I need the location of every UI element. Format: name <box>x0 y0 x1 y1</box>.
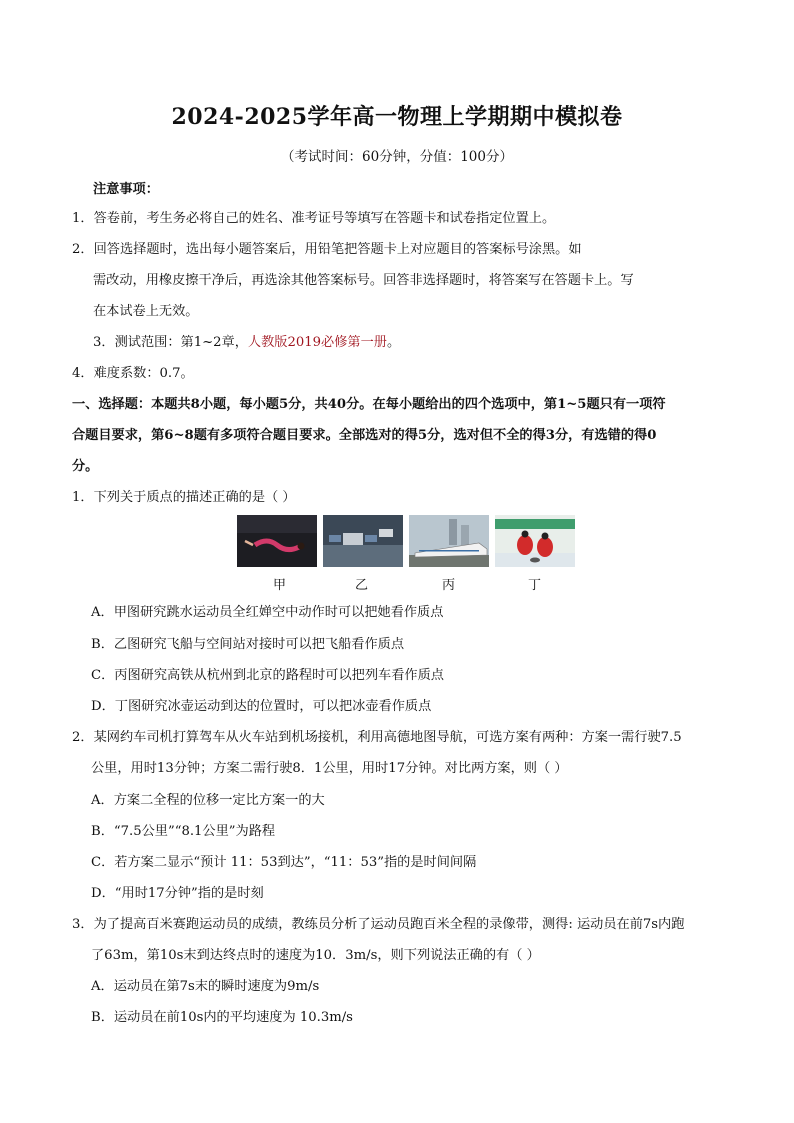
question-3-option-b: B．运动员在前10s内的平均速度为 10.3m/s <box>91 1010 353 1025</box>
figure-caption-bing: 丙 <box>442 578 456 593</box>
figure-curling <box>495 515 575 567</box>
section-1-intro-line-2: 合题目要求，第6~8题有多项符合题目要求。全部选对的得5分，选对但不全的得3分，有选错的得0 <box>72 428 657 443</box>
section-1-intro-line-1: 一、选择题：本题共8小题，每小题5分，共40分。在每小题给出的四个选项中，第1~5题只有一项符 <box>72 397 666 412</box>
figure-caption-jia: 甲 <box>273 578 287 593</box>
question-1-option-c: C．丙图研究高铁从杭州到北京的路程时可以把列车看作质点 <box>91 668 444 683</box>
notice-item-3-prefix: 3．测试范围：第1~2章， <box>93 335 248 350</box>
notice-item-3-suffix: 。 <box>386 335 401 350</box>
question-1-option-b: B．乙图研究飞船与空间站对接时可以把飞船看作质点 <box>91 637 405 652</box>
figure-spacecraft <box>323 515 403 567</box>
question-2-stem-line-2: 公里，用时13分钟；方案二需行驶8．1公里，用时17分钟。对比两方案，则（ ） <box>91 761 568 776</box>
question-2-option-b: B．“7.5公里”“8.1公里”为路程 <box>91 824 276 839</box>
figure-diver <box>237 515 317 567</box>
question-1-option-d: D．丁图研究冰壶运动到达的位置时，可以把冰壶看作质点 <box>91 699 432 714</box>
notice-item-3 <box>93 331 400 350</box>
question-3-stem-line-2: 了63m，第10s末到达终点时的速度为10．3m/s，则下列说法正确的有（ ） <box>91 948 540 963</box>
question-3-stem-line-1: 3．为了提高百米赛跑运动员的成绩，教练员分析了运动员跑百米全程的录像带，测得: 运动员在前7s内跑 <box>72 917 685 932</box>
textbook-edition: 人教版2019必修第一册 <box>247 335 387 350</box>
question-3-option-a: A．运动员在第7s末的瞬时速度为9m/s <box>91 979 320 994</box>
figure-high-speed-train <box>409 515 489 567</box>
notice-item-2-line-1: 2．回答选择题时，选出每小题答案后，用铅笔把答题卡上对应题目的答案标号涂黑。如 <box>72 242 582 257</box>
page-title: 2024-2025学年高一物理上学期期中模拟卷 <box>171 104 623 130</box>
question-1-stem: 1．下列关于质点的描述正确的是（ ） <box>72 490 296 505</box>
notice-item-2-line-2: 需改动，用橡皮擦干净后，再选涂其他答案标号。回答非选择题时，将答案写在答题卡上。写 <box>93 273 634 288</box>
question-2-option-a: A．方案二全程的位移一定比方案一的大 <box>91 793 325 808</box>
question-1-figures <box>237 515 577 571</box>
exam-info: （考试时间：60分钟，分值：100分） <box>281 149 513 165</box>
figure-caption-yi: 乙 <box>355 578 369 593</box>
section-1-intro-line-3: 分。 <box>72 459 99 474</box>
question-2-option-d: D．“用时17分钟”指的是时刻 <box>91 886 264 901</box>
question-2-stem-line-1: 2．某网约车司机打算驾车从火车站到机场接机，利用高德地图导航，可选方案有两种：方案一需行驶7.5 <box>72 730 682 745</box>
notice-item-2-line-3: 在本试卷上无效。 <box>93 304 199 319</box>
notice-item-1: 1．答卷前，考生务必将自己的姓名、准考证号等填写在答题卡和试卷指定位置上。 <box>72 211 556 226</box>
notice-item-4: 4．难度系数：0.7。 <box>72 366 194 381</box>
figure-caption-ding: 丁 <box>528 578 542 593</box>
question-2-option-c: C．若方案二显示“预计 11：53到达”，“11：53”指的是时间间隔 <box>91 855 477 870</box>
notice-heading: 注意事项： <box>93 182 159 197</box>
question-1-option-a: A．甲图研究跳水运动员全红婵空中动作时可以把她看作质点 <box>91 605 444 620</box>
